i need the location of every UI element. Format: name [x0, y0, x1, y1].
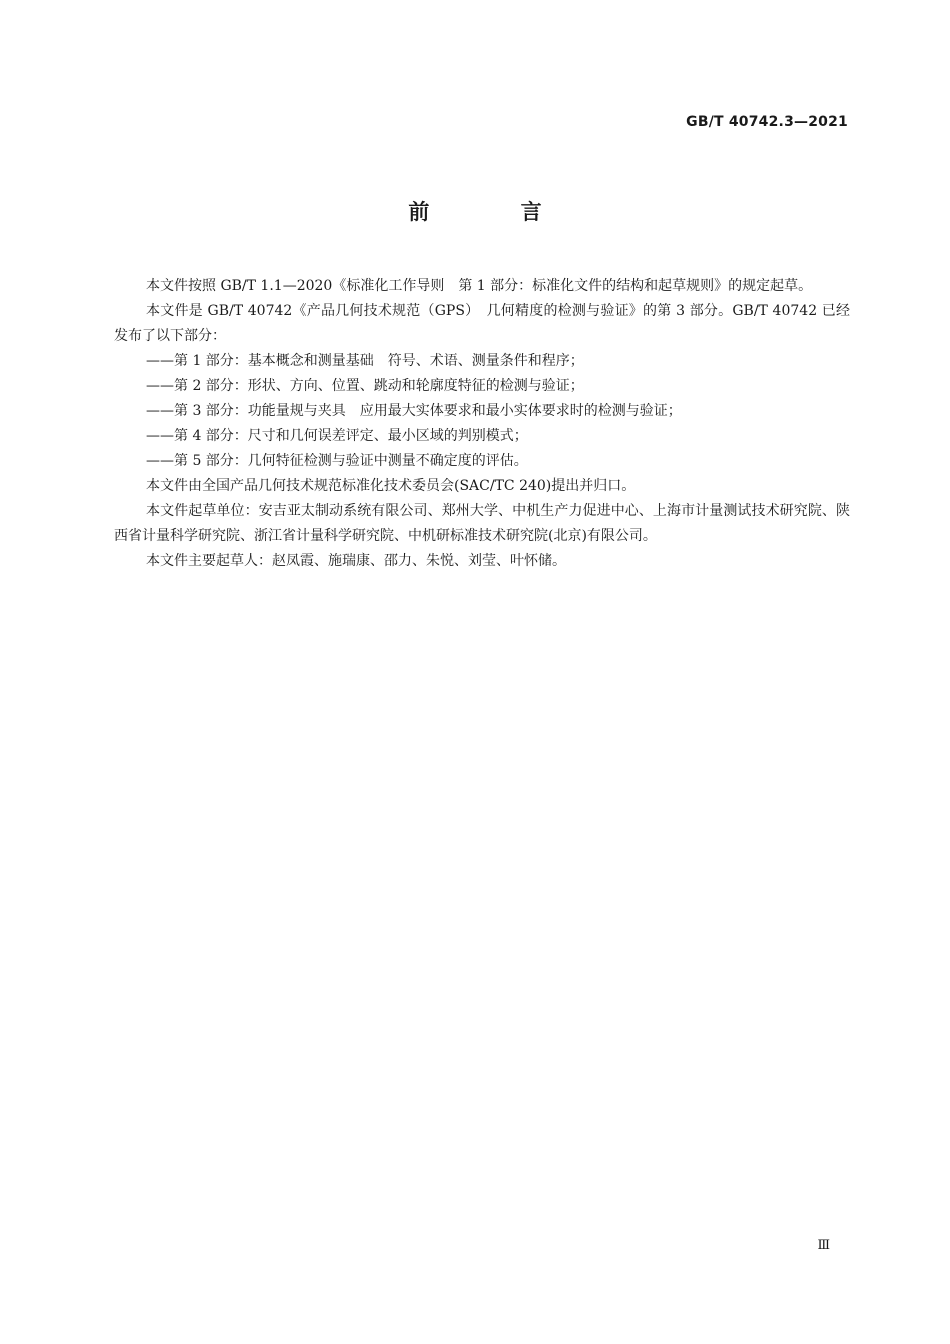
page-number: Ⅲ — [817, 1238, 830, 1253]
paragraph-drafting-units: 本文件起草单位：安吉亚太制动系统有限公司、郑州大学、中机生产力促进中心、上海市计量测试技术研究院、陕西省计量科学研究院、浙江省计量科学研究院、中机研标准技术研究院(北京)有限公司。 — [114, 503, 850, 544]
paragraph-committee: 本文件由全国产品几何技术规范标准化技术委员会(SAC/TC 240)提出并归口。 — [146, 478, 636, 494]
paragraph-series-intro: 本文件是 GB/T 40742《产品几何技术规范（GPS） 几何精度的检测与验证》的第 3 部分。GB/T 40742 已经发布了以下部分： — [114, 303, 850, 344]
paragraph-drafting-rules: 本文件按照 GB/T 1.1—2020《标准化工作导则 第 1 部分：标准化文件的结构和起草规则》的规定起草。 — [146, 278, 813, 294]
standard-number: GB/T 40742.3—2021 — [686, 114, 848, 130]
list-item-part-3: ——第 3 部分：功能量规与夹具 应用最大实体要求和最小实体要求时的检测与验证； — [146, 403, 682, 419]
list-item-part-1: ——第 1 部分：基本概念和测量基础 符号、术语、测量条件和程序； — [146, 353, 584, 369]
document-body — [114, 274, 850, 574]
list-item-part-5: ——第 5 部分：几何特征检测与验证中测量不确定度的评估。 — [146, 453, 528, 469]
list-item-part-2: ——第 2 部分：形状、方向、位置、跳动和轮廓度特征的检测与验证； — [146, 378, 584, 394]
list-item-part-4: ——第 4 部分：尺寸和几何误差评定、最小区域的判别模式； — [146, 428, 528, 444]
paragraph-drafters: 本文件主要起草人：赵凤霞、施瑞康、邵力、朱悦、刘莹、叶怀储。 — [146, 553, 566, 569]
page-title: 前 言 — [408, 200, 584, 224]
